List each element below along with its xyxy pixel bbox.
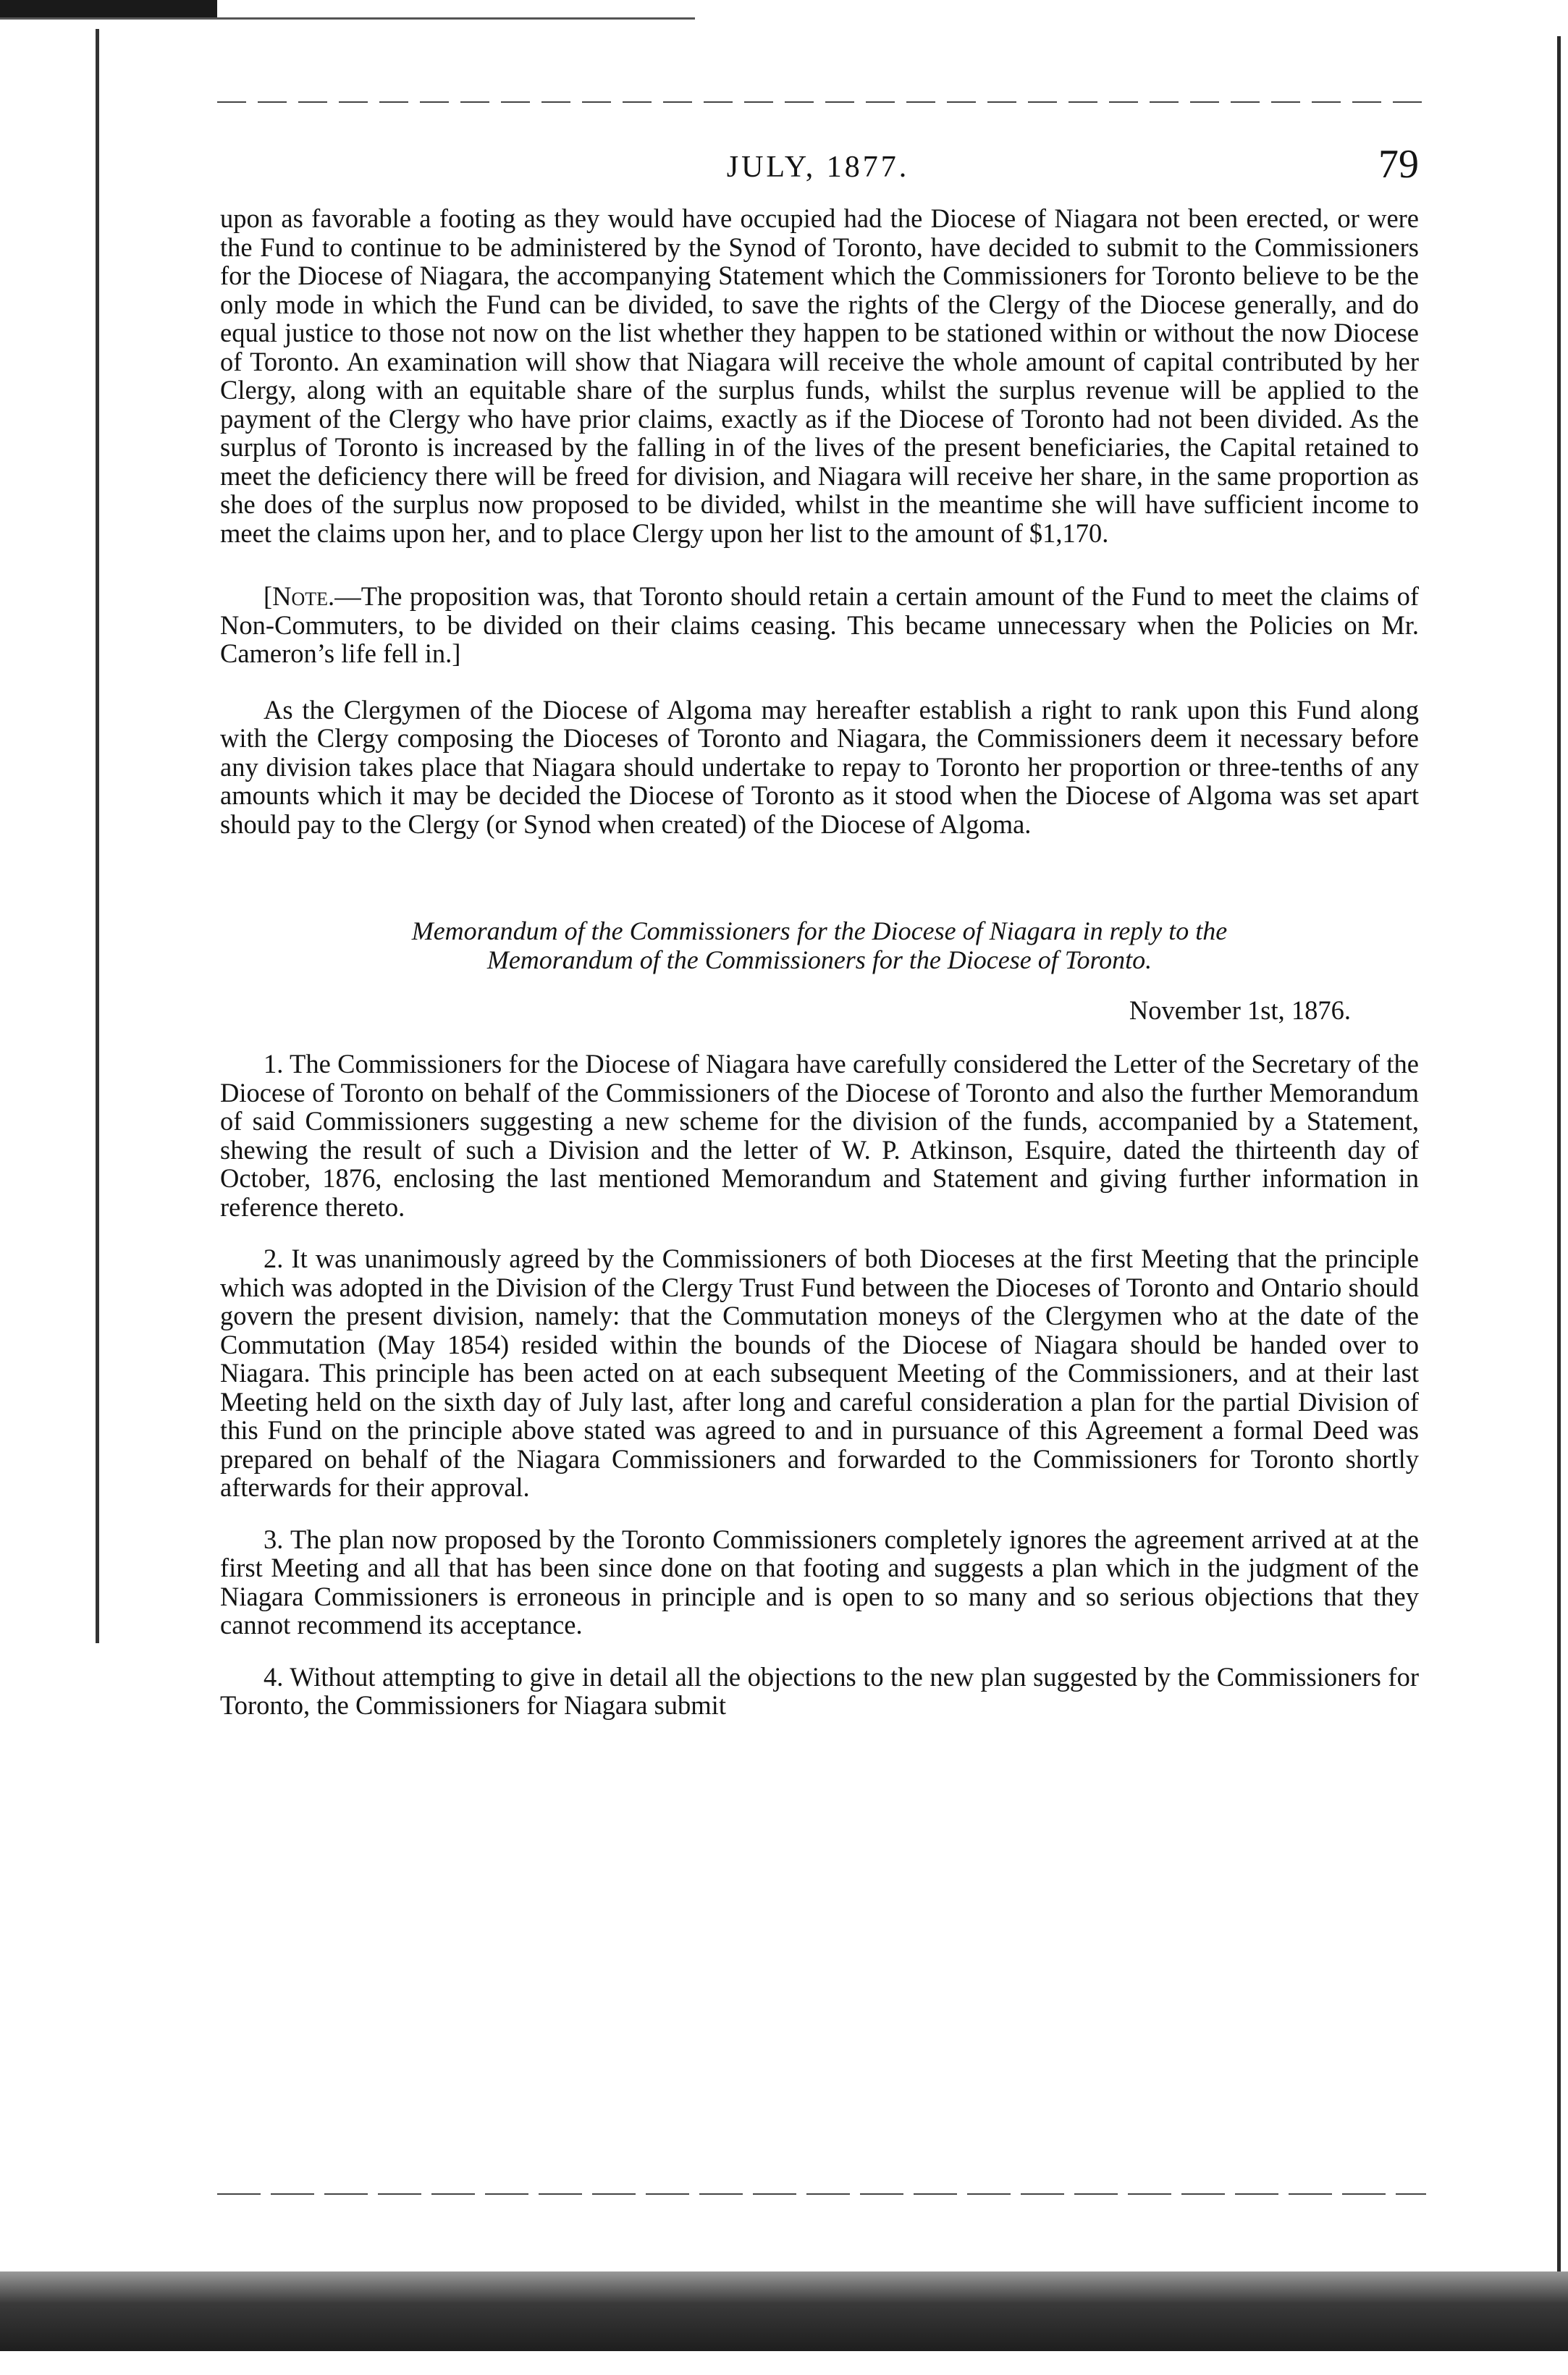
page-top-rule bbox=[217, 101, 1426, 103]
paragraph-1: 1. The Commissioners for the Diocese of Niagara have carefully considered the Letter of the Secretary of the Diocese of Toronto on behalf of the Commissioners of the Diocese of Toronto and also the further Memorandum of said Commissioners suggesting a new scheme for the division of the funds, accompanied by a Statement, shewing the result of such a Division and the letter of W. P. Atkinson, Esquire, dated the thirteenth day of October, 1876, enclosing the last mentioned Memorandum and Statement and giving further information in reference thereto. bbox=[220, 1049, 1419, 1222]
scan-artifact-line bbox=[0, 17, 695, 20]
paragraph-2: 2. It was unanimously agreed by the Commissioners of both Dioceses at the first Meeting that the principle which was adopted in the Division of the Clergy Trust Fund between the Dioceses of Toronto and Ontario should govern the present division, namely: that the Commutation moneys of the Clergymen who at the date of the Commutation (May 1854) resided within the bounds of the Diocese of Niagara should be handed over to Niagara. This principle has been acted on at each subsequent Meeting of the Commissioners, and at their last Meeting held on the sixth day of July last, after long and careful consideration a plan for the partial Division of this Fund on the principle above stated was agreed to and in pursuance of this Agreement a formal Deed was prepared on behalf of the Niagara Commissioners and forwarded to the Commissioners for Toronto shortly afterwards for their approval. bbox=[220, 1244, 1419, 1502]
paragraph-3: 3. The plan now proposed by the Toronto Commissioners completely ignores the agreement arrived at at the first Meeting and all that has been since done on that footing and suggests a plan which in the judgment of the Niagara Commissioners is erroneous in principle and is open to so many and so serious objections that they cannot recommend its acceptance. bbox=[220, 1524, 1419, 1640]
running-head bbox=[217, 141, 1419, 199]
note-text: —The proposition was, that Toronto should retain a certain amount of the Fund to meet the claims of Non-Commuters, to be divided on their claims ceasing. This became unnecessary when the Policies on Mr. Cameron’s life fell in.] bbox=[220, 581, 1419, 668]
note-paragraph bbox=[220, 582, 1419, 668]
memorandum-heading bbox=[220, 916, 1419, 974]
paragraph-4: 4. Without attempting to give in detail all the objections to the new plan suggested by the Commissioners for Toronto, the Commissioners for Niagara submit bbox=[220, 1661, 1419, 1720]
memorandum-date: November 1st, 1876. bbox=[1129, 995, 1351, 1025]
scan-artifact-top bbox=[0, 0, 217, 17]
paragraph-continuation: upon as favorable a footing as they would have occupied had the Diocese of Niagara not been erected, or were the Fund to continue to be administered by the Synod of Toronto, have decided to submit to the Commissioners for the Diocese of Niagara, the accompanying Statement which the Commissioners for Toronto believe to be the only mode in which the Fund can be divided, to save the rights of the Clergy of the Diocese generally, and do equal justice to those not now on the list whether they happen to be stationed within or without the now Diocese of Toronto. An examination will show that Niagara will receive the whole amount of capital contributed by her Clergy, along with an equitable share of the surplus funds, whilst the surplus revenue will be applied to the payment of the Clergy who have prior claims, exactly as if the Diocese of Toronto had not been divided. As the surplus of Toronto is increased by the falling in of the lives of the present beneficiaries, the Capital retained to meet the deficiency there will be freed for division, and Niagara will receive her share, in the same proportion as she does of the surplus now proposed to be divided, whilst in the meantime she will have sufficient income to meet the claims upon her, and to place Clergy upon her list to the amount of $1,170. bbox=[220, 203, 1419, 548]
scan-artifact-bottom bbox=[0, 2271, 1568, 2351]
page-bottom-rule bbox=[217, 2193, 1426, 2195]
memorandum-heading-line-1: Memorandum of the Commissioners for the Diocese of Niagara in reply to the bbox=[411, 916, 1228, 945]
scan-artifact-left-margin bbox=[96, 29, 99, 1643]
memorandum-heading-line-2: Memorandum of the Commissioners for the Diocese of Toronto. bbox=[486, 945, 1152, 974]
running-head-date: JULY, 1877. bbox=[726, 151, 910, 184]
paragraph-algoma: As the Clergymen of the Diocese of Algoma may hereafter establish a right to rank upon this Fund along with the Clergy composing the Dioceses of Toronto and Niagara, the Commissioners deem it necessary before any division takes place that Niagara should undertake to repay to Toronto her proportion or three-tenths of any amounts which it may be decided the Diocese of Toronto as it stood when the Diocese of Algoma was set apart should pay to the Clergy (or Synod when created) of the Diocese of Algoma. bbox=[220, 694, 1419, 839]
note-label: [Note. bbox=[264, 581, 335, 611]
page-number: 79 bbox=[1378, 142, 1419, 187]
page-body bbox=[220, 204, 1419, 1720]
scan-artifact-right-margin bbox=[1557, 36, 1561, 2280]
